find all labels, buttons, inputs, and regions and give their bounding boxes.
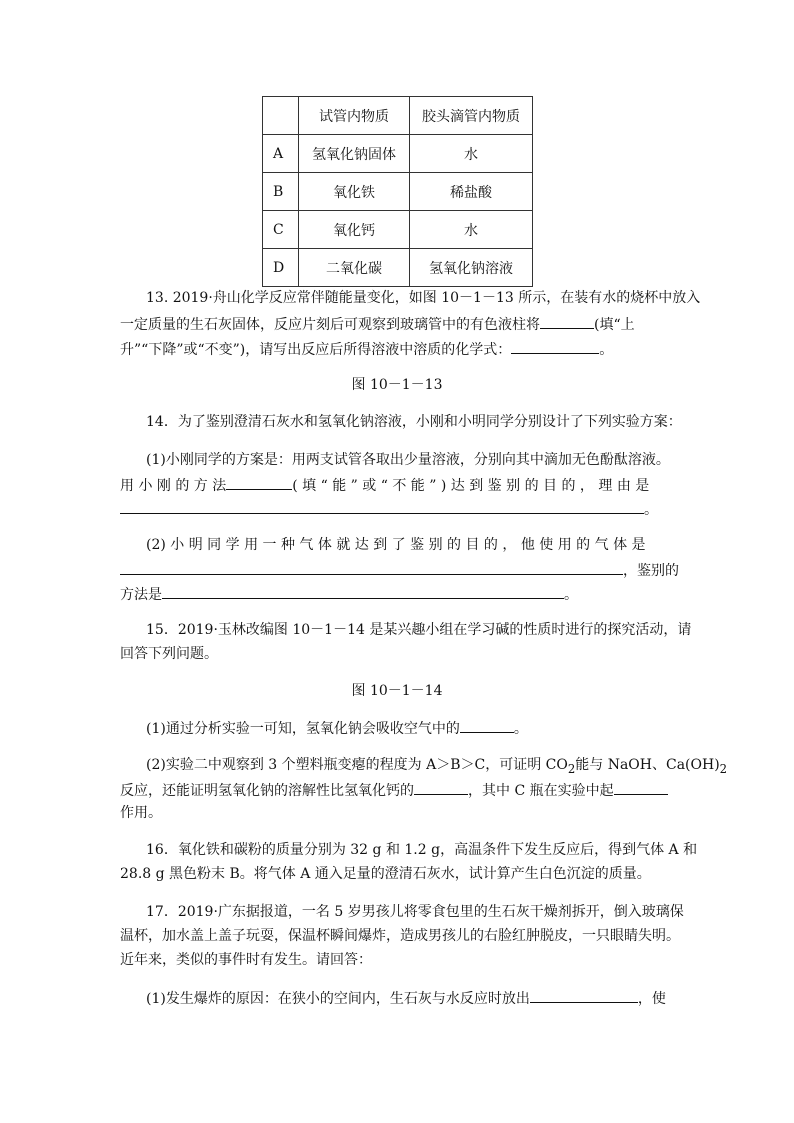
q14-blank-4[interactable] <box>162 583 564 599</box>
table-cell <box>263 97 299 135</box>
q15-blank-2[interactable] <box>414 779 468 795</box>
q14-p1-line2-text: 用 小 刚 的 方 法 <box>120 478 227 494</box>
table-cell: 氧化钙 <box>299 211 410 249</box>
table-row <box>263 211 533 249</box>
q14-p1-line1: (1)小刚同学的方案是：用两支试管各取出少量溶液，分别向其中滴加无色酚酞溶液。 <box>146 452 670 468</box>
q13-line3 <box>120 338 613 360</box>
q17-p1-tail: ，使 <box>637 991 666 1007</box>
q14-p2-line2 <box>120 559 679 581</box>
table-cell: A <box>263 135 299 173</box>
q17-p1-text: (1)发生爆炸的原因：在狭小的空间内，生石灰与水反应时放出 <box>146 991 530 1007</box>
q13-line3-text: 升”“下降”或“不变”)，请写出反应后所得溶液中溶质的化学式： <box>120 342 512 358</box>
table-cell: 水 <box>410 135 533 173</box>
table-cell: B <box>263 173 299 211</box>
q15-p2-line2-text: 反应，还能证明氢氧化钠的溶解性比氢氧化钙的 <box>120 783 414 799</box>
q15-p1-tail: 。 <box>513 721 528 737</box>
q15-blank-3[interactable] <box>614 779 668 795</box>
q14-p2-line3-text: 方法是 <box>120 587 162 603</box>
table-row <box>263 135 533 173</box>
q14-p2-line1: (2) 小 明 同 学 用 一 种 气 体 就 达 到 了 鉴 别 的 目 的 ， 他 使 用 的 气 体 是 <box>146 537 646 553</box>
table-header-row <box>263 97 533 135</box>
table-cell: 氢氧化钠溶液 <box>410 249 533 287</box>
q17-line2: 温杯，加水盖上盖子玩耍，保温杯瞬间爆炸，造成男孩儿的右脸红肿脱皮，一只眼睛失明。 <box>120 928 680 944</box>
options-table <box>262 96 533 287</box>
q15-p2-line2 <box>120 779 668 801</box>
q14-blank-1[interactable] <box>226 474 292 490</box>
q13-line2-text: 一定质量的生石灰固体，反应片刻后可观察到玻璃管中的有色液柱将 <box>120 317 540 333</box>
q13-line2 <box>120 313 635 335</box>
q17-blank-1[interactable] <box>530 987 638 1003</box>
q14-p1-line2 <box>120 474 649 496</box>
q14-blank-2[interactable] <box>120 498 644 514</box>
q13-blank-1[interactable] <box>540 313 594 329</box>
table-cell: 氧化铁 <box>299 173 410 211</box>
q15-p2-line2-mid: ，其中 C 瓶在实验中起 <box>468 783 614 799</box>
table-cell: 水 <box>410 211 533 249</box>
q15-line1: 15．2019·玉林改编图 10－1－14 是某兴趣小组在学习碱的性质时进行的探究活动，请 <box>146 622 692 638</box>
table-cell: C <box>263 211 299 249</box>
q13-blank-2[interactable] <box>511 338 599 354</box>
table-cell: 胶头滴管内物质 <box>410 97 533 135</box>
q15-p1 <box>146 717 528 739</box>
figure-caption-14: 图 10－1－14 <box>351 683 443 699</box>
q13-line2-tail: (填“上 <box>594 317 635 333</box>
q15-p2-line1-text: (2)实验二中观察到 3 个塑料瓶变瘪的程度为 A＞B＞C，可证明 CO <box>146 757 568 773</box>
table-cell: D <box>263 249 299 287</box>
q16-line2: 28.8 g 黑色粉末 B。将气体 A 通入足量的澄清石灰水，试计算产生白色沉淀的质量。 <box>120 866 651 882</box>
q14-p1-line3 <box>120 498 658 520</box>
q13-line1: 13. 2019·舟山化学反应常伴随能量变化，如图 10－1－13 所示，在装有水的烧杯中放入 <box>146 290 701 306</box>
table-row <box>263 249 533 287</box>
q15-blank-1[interactable] <box>460 717 514 733</box>
table-cell: 二氧化碳 <box>299 249 410 287</box>
q14-p2-line3-tail: 。 <box>564 587 578 603</box>
q15-p2-line1 <box>146 755 727 779</box>
q14-line1: 14．为了鉴别澄清石灰水和氢氧化钠溶液，小刚和小明同学分别设计了下列实验方案： <box>146 414 682 430</box>
subscript: 2 <box>567 761 576 776</box>
q14-blank-3[interactable] <box>120 559 623 575</box>
q14-p1-line3-tail: 。 <box>644 502 658 518</box>
q17-line3: 近年来，类似的事件时有发生。请回答： <box>120 952 372 968</box>
q14-p2-line2-tail: ，鉴别的 <box>623 563 679 579</box>
q15-line2: 回答下列问题。 <box>120 646 218 662</box>
q17-p1 <box>146 987 666 1009</box>
subscript: 2 <box>719 761 728 776</box>
table-row <box>263 173 533 211</box>
table-cell: 氢氧化钠固体 <box>299 135 410 173</box>
q15-p1-text: (1)通过分析实验一可知，氢氧化钠会吸收空气中的 <box>146 721 460 737</box>
q17-line1: 17．2019·广东据报道，一名 5 岁男孩儿将零食包里的生石灰干燥剂拆开，倒入玻璃保 <box>146 904 684 920</box>
q16-line1: 16．氧化铁和碳粉的质量分别为 32 g 和 1.2 g，高温条件下发生反应后，得到气体 A 和 <box>146 842 698 858</box>
q13-line3-tail: 。 <box>599 342 614 358</box>
q14-p1-line2-tail: ( 填 “ 能 ” 或 “ 不 能 ” ) 达 到 鉴 别 的 目 的 ， 理 由 是 <box>292 478 650 494</box>
q15-p2-line3: 作用。 <box>120 805 162 821</box>
table-cell: 稀盐酸 <box>410 173 533 211</box>
table-cell: 试管内物质 <box>299 97 410 135</box>
q14-p2-line3 <box>120 583 578 605</box>
q15-p2-line1-mid: 能与 NaOH、Ca(OH) <box>575 757 720 773</box>
figure-caption-13: 图 10－1－13 <box>351 377 443 393</box>
